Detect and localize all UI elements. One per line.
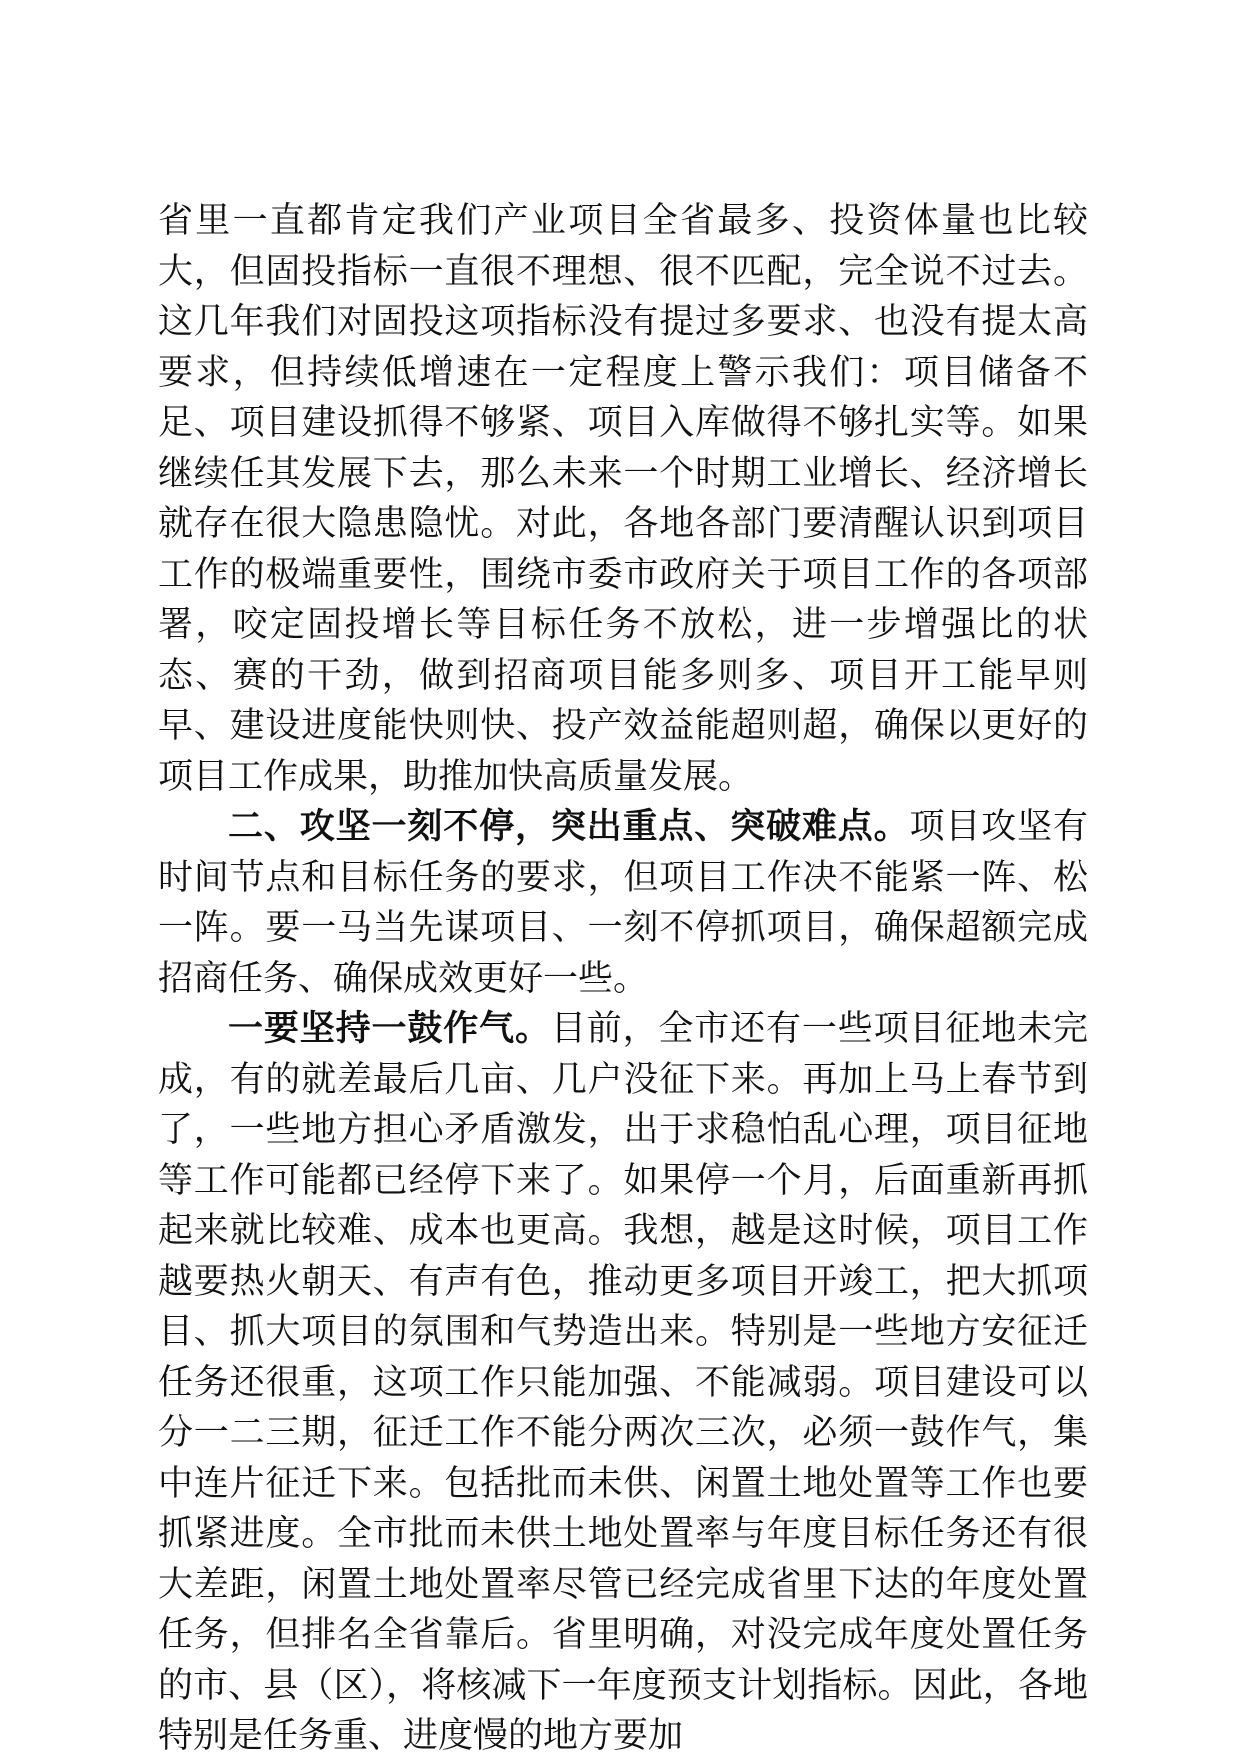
paragraph-2 [158,802,1088,1004]
paragraph-2-text: 项目攻坚有时间节点和目标任务的要求，但项目工作决不能紧一阵、松一阵。要一马当先谋项目、一刻不停抓项目，确保超额完成招商任务、确保成效更好一些。 [158,807,1088,999]
paragraph-1 [158,196,1088,802]
paragraph-3 [158,1004,1088,1762]
subsection-heading-1: 一要坚持一鼓作气。 [228,1009,551,1049]
section-heading-2: 二、攻坚一刻不停，突出重点、突破难点。 [228,807,910,847]
paragraph-1-text: 省里一直都肯定我们产业项目全省最多、投资体量也比较大，但固投指标一直很不理想、很不匹配，完全说不过去。这几年我们对固投这项指标没有提过多要求、也没有提太高要求，但持续低增速在一定程度上警示我们：项目储备不足、项目建设抓得不够紧、项目入库做得不够扎实等。如果继续任其发展下去，那么未来一个时期工业增长、经济增长就存在很大隐患隐忧。对此，各地各部门要清醒认识到项目工作的极端重要性，围绕市委市政府关于项目工作的各项部署，咬定固投增长等目标任务不放松，进一步增强比的状态、赛的干劲，做到招商项目能多则多、项目开工能早则早、建设进度能快则快、投产效益能超则超，确保以更好的项目工作成果，助推加快高质量发展。 [158,201,1088,797]
paragraph-3-text: 目前，全市还有一些项目征地未完成，有的就差最后几亩、几户没征下来。再加上马上春节到了，一些地方担心矛盾激发，出于求稳怕乱心理，项目征地等工作可能都已经停下来了。如果停一个月，后面重新再抓起来就比较难、成本也更高。我想，越是这时候，项目工作越要热火朝天、有声有色，推动更多项目开竣工，把大抓项目、抓大项目的氛围和气势造出来。特别是一些地方安征迁任务还很重，这项工作只能加强、不能减弱。项目建设可以分一二三期，征迁工作不能分两次三次，必须一鼓作气，集中连片征迁下来。包括批而未供、闲置土地处置等工作也要抓紧进度。全市批而未供土地处置率与年度目标任务还有很大差距，闲置土地处置率尽管已经完成省里下达的年度处置任务，但排名全省靠后。省里明确，对没完成年度处置任务的市、县（区），将核减下一年度预支计划指标。因此，各地特别是任务重、进度慢的地方要加 [158,1009,1088,1756]
document-body [158,196,1088,1762]
